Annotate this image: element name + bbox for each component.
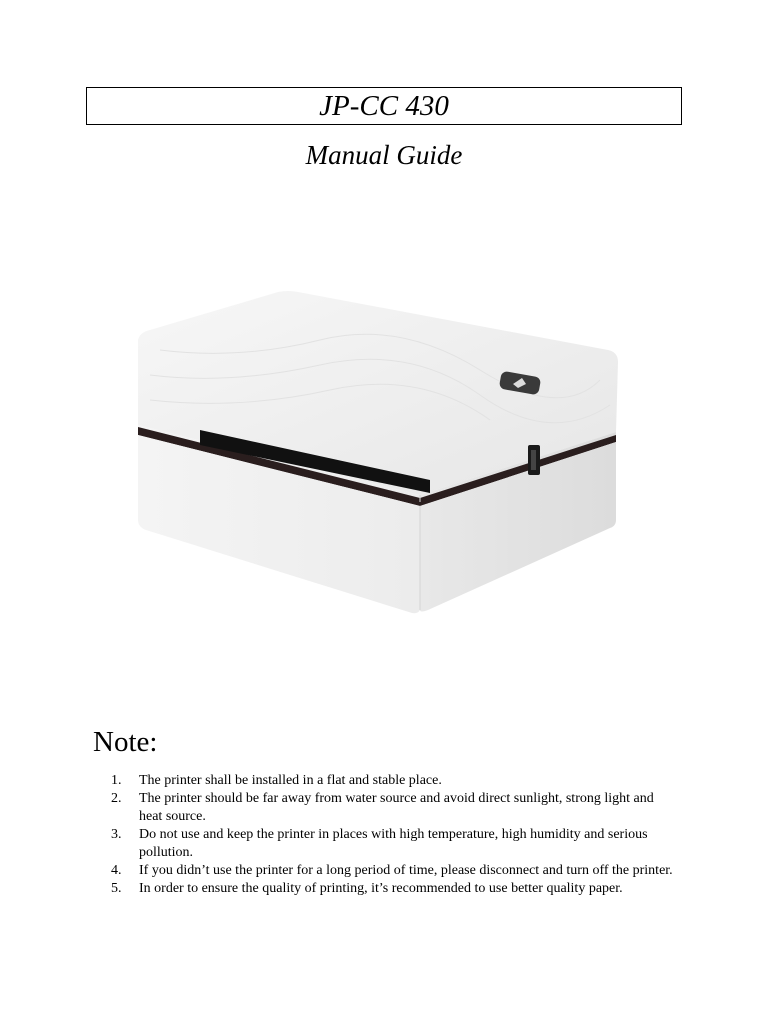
list-item-number: 5. — [111, 881, 122, 896]
list-item-text: In order to ensure the quality of printing, it’s recommended to use better quality paper. — [139, 881, 623, 896]
list-item-number: 2. — [111, 791, 122, 806]
list-item — [94, 880, 674, 898]
list-item-text: If you didn’t use the printer for a long period of time, please disconnect and turn off the printer. — [139, 863, 673, 878]
note-heading: Note: — [93, 726, 158, 758]
list-item-text: The printer should be far away from water source and avoid direct sunlight, strong light and heat source. — [139, 791, 654, 824]
list-item — [94, 790, 674, 826]
printer-image — [120, 280, 640, 620]
list-item-number: 4. — [111, 863, 122, 878]
list-item — [94, 826, 674, 862]
list-item — [94, 772, 674, 790]
document-subtitle: Manual Guide — [305, 140, 463, 170]
list-item — [94, 862, 674, 880]
document-title: JP-CC 430 — [319, 89, 449, 122]
note-list — [94, 772, 674, 898]
list-item-number: 3. — [111, 827, 122, 842]
list-item-number: 1. — [111, 773, 122, 788]
title-box — [86, 87, 682, 125]
list-item-text: The printer shall be installed in a flat and stable place. — [139, 773, 442, 788]
list-item-text: Do not use and keep the printer in places with high temperature, high humidity and serious pollution. — [139, 827, 648, 860]
